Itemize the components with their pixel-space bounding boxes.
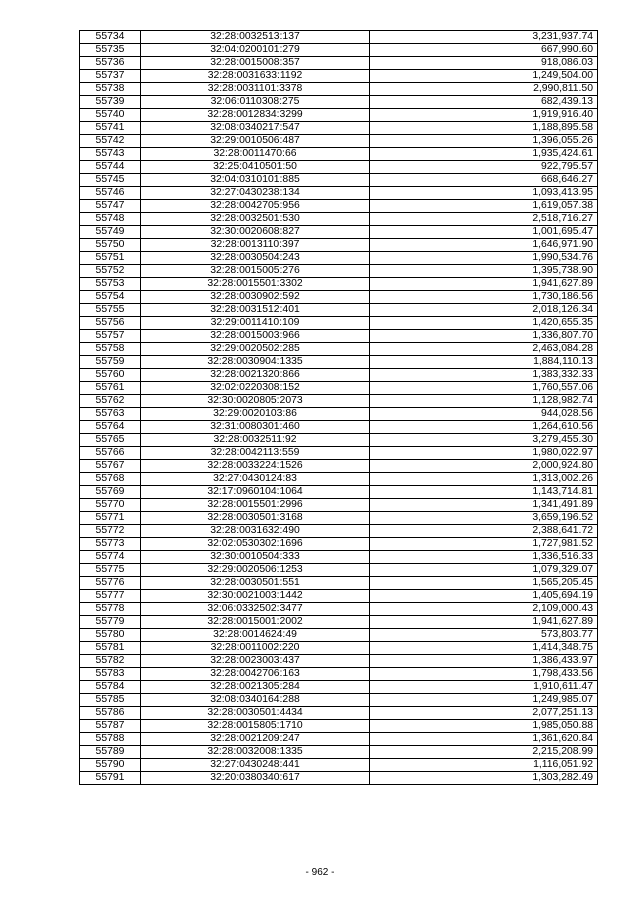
cadastral-number-cell: 32:28:0030504:243 [141, 252, 370, 265]
amount-cell: 1,985,050.88 [370, 720, 598, 733]
row-number-cell: 55770 [80, 499, 141, 512]
table-row [80, 395, 598, 408]
row-number-cell: 55757 [80, 330, 141, 343]
row-number-cell: 55745 [80, 174, 141, 187]
cadastral-number-cell: 32:28:0013110:397 [141, 239, 370, 252]
table-row [80, 447, 598, 460]
cadastral-number-cell: 32:29:0020502:285 [141, 343, 370, 356]
row-number-cell: 55734 [80, 31, 141, 44]
table-row [80, 70, 598, 83]
table-row [80, 681, 598, 694]
amount-cell: 573,803.77 [370, 629, 598, 642]
amount-cell: 3,231,937.74 [370, 31, 598, 44]
table-row [80, 109, 598, 122]
amount-cell: 1,386,433.97 [370, 655, 598, 668]
row-number-cell: 55776 [80, 577, 141, 590]
amount-cell: 1,884,110.13 [370, 356, 598, 369]
amount-cell: 1,941,627.89 [370, 616, 598, 629]
amount-cell: 1,941,627.89 [370, 278, 598, 291]
table-row [80, 551, 598, 564]
amount-cell: 1,396,055.26 [370, 135, 598, 148]
amount-cell: 2,388,641.72 [370, 525, 598, 538]
table-row [80, 161, 598, 174]
amount-cell: 1,128,982.74 [370, 395, 598, 408]
row-number-cell: 55786 [80, 707, 141, 720]
table-row [80, 460, 598, 473]
table-row [80, 304, 598, 317]
cadastral-number-cell: 32:28:0015805:1710 [141, 720, 370, 733]
row-number-cell: 55735 [80, 44, 141, 57]
row-number-cell: 55783 [80, 668, 141, 681]
row-number-cell: 55769 [80, 486, 141, 499]
amount-cell: 1,730,186.56 [370, 291, 598, 304]
cadastral-number-cell: 32:28:0015501:3302 [141, 278, 370, 291]
amount-cell: 1,619,057.38 [370, 200, 598, 213]
cadastral-number-cell: 32:17:0960104:1064 [141, 486, 370, 499]
amount-cell: 1,990,534.76 [370, 252, 598, 265]
table-row [80, 668, 598, 681]
amount-cell: 1,405,694.19 [370, 590, 598, 603]
cadastral-number-cell: 32:27:0430248:441 [141, 759, 370, 772]
cadastral-number-cell: 32:28:0032008:1335 [141, 746, 370, 759]
amount-cell: 3,659,196.52 [370, 512, 598, 525]
table-row [80, 343, 598, 356]
amount-cell: 1,383,332.33 [370, 369, 598, 382]
cadastral-number-cell: 32:08:0340217:547 [141, 122, 370, 135]
amount-cell: 2,077,251.13 [370, 707, 598, 720]
row-number-cell: 55754 [80, 291, 141, 304]
cadastral-number-cell: 32:30:0021003:1442 [141, 590, 370, 603]
cadastral-number-cell: 32:28:0012834:3299 [141, 109, 370, 122]
cadastral-number-cell: 32:28:0031633:1192 [141, 70, 370, 83]
row-number-cell: 55778 [80, 603, 141, 616]
row-number-cell: 55773 [80, 538, 141, 551]
table-row [80, 200, 598, 213]
table-row [80, 148, 598, 161]
cadastral-number-cell: 32:28:0023003:437 [141, 655, 370, 668]
cadastral-number-cell: 32:28:0030904:1335 [141, 356, 370, 369]
cadastral-number-cell: 32:28:0030501:4434 [141, 707, 370, 720]
row-number-cell: 55782 [80, 655, 141, 668]
row-number-cell: 55746 [80, 187, 141, 200]
row-number-cell: 55744 [80, 161, 141, 174]
cadastral-number-cell: 32:28:0042705:956 [141, 200, 370, 213]
table-row [80, 291, 598, 304]
row-number-cell: 55787 [80, 720, 141, 733]
table-row [80, 83, 598, 96]
table-row [80, 707, 598, 720]
row-number-cell: 55758 [80, 343, 141, 356]
amount-cell: 1,116,051.92 [370, 759, 598, 772]
amount-cell: 1,336,807.70 [370, 330, 598, 343]
table-row [80, 252, 598, 265]
row-number-cell: 55748 [80, 213, 141, 226]
table-row [80, 486, 598, 499]
row-number-cell: 55790 [80, 759, 141, 772]
row-number-cell: 55771 [80, 512, 141, 525]
cadastral-number-cell: 32:28:0042113:559 [141, 447, 370, 460]
row-number-cell: 55756 [80, 317, 141, 330]
cadastral-number-cell: 32:29:0010506:487 [141, 135, 370, 148]
row-number-cell: 55737 [80, 70, 141, 83]
table-row [80, 122, 598, 135]
amount-cell: 2,463,084.28 [370, 343, 598, 356]
row-number-cell: 55767 [80, 460, 141, 473]
row-number-cell: 55762 [80, 395, 141, 408]
amount-cell: 918,086.03 [370, 57, 598, 70]
row-number-cell: 55785 [80, 694, 141, 707]
table-body [80, 31, 598, 785]
cadastral-number-cell: 32:28:0033224:1526 [141, 460, 370, 473]
row-number-cell: 55777 [80, 590, 141, 603]
cadastral-number-cell: 32:28:0031632:490 [141, 525, 370, 538]
table-row [80, 720, 598, 733]
cadastral-number-cell: 32:06:0110308:275 [141, 96, 370, 109]
cadastral-number-cell: 32:27:0430124:83 [141, 473, 370, 486]
row-number-cell: 55774 [80, 551, 141, 564]
table-row [80, 421, 598, 434]
row-number-cell: 55780 [80, 629, 141, 642]
cadastral-number-cell: 32:28:0031512:401 [141, 304, 370, 317]
data-table [79, 30, 598, 785]
row-number-cell: 55741 [80, 122, 141, 135]
cadastral-number-cell: 32:28:0015501:2996 [141, 499, 370, 512]
table-row [80, 226, 598, 239]
table-row [80, 655, 598, 668]
table-row [80, 239, 598, 252]
amount-cell: 1,341,491.89 [370, 499, 598, 512]
amount-cell: 1,001,695.47 [370, 226, 598, 239]
row-number-cell: 55761 [80, 382, 141, 395]
cadastral-number-cell: 32:28:0030501:3168 [141, 512, 370, 525]
table-row [80, 538, 598, 551]
amount-cell: 1,414,348.75 [370, 642, 598, 655]
cadastral-number-cell: 32:29:0020103:86 [141, 408, 370, 421]
amount-cell: 922,795.57 [370, 161, 598, 174]
row-number-cell: 55739 [80, 96, 141, 109]
row-number-cell: 55789 [80, 746, 141, 759]
amount-cell: 1,395,738.90 [370, 265, 598, 278]
row-number-cell: 55763 [80, 408, 141, 421]
amount-cell: 1,646,971.90 [370, 239, 598, 252]
cadastral-number-cell: 32:04:0200101:279 [141, 44, 370, 57]
table-row [80, 408, 598, 421]
table-row [80, 356, 598, 369]
amount-cell: 2,990,811.50 [370, 83, 598, 96]
row-number-cell: 55779 [80, 616, 141, 629]
table-row [80, 603, 598, 616]
cadastral-number-cell: 32:28:0021320:866 [141, 369, 370, 382]
row-number-cell: 55753 [80, 278, 141, 291]
table-row [80, 44, 598, 57]
cadastral-number-cell: 32:30:0020805:2073 [141, 395, 370, 408]
table-row [80, 772, 598, 785]
row-number-cell: 55736 [80, 57, 141, 70]
amount-cell: 1,313,002.26 [370, 473, 598, 486]
amount-cell: 1,264,610.56 [370, 421, 598, 434]
cadastral-number-cell: 32:25:0410501:50 [141, 161, 370, 174]
cadastral-number-cell: 32:27:0430238:134 [141, 187, 370, 200]
cadastral-number-cell: 32:28:0014624:49 [141, 629, 370, 642]
amount-cell: 1,361,620.84 [370, 733, 598, 746]
row-number-cell: 55766 [80, 447, 141, 460]
amount-cell: 1,910,611.47 [370, 681, 598, 694]
cadastral-number-cell: 32:28:0015003:966 [141, 330, 370, 343]
table-row [80, 746, 598, 759]
cadastral-number-cell: 32:28:0032511:92 [141, 434, 370, 447]
table-row [80, 265, 598, 278]
amount-cell: 1,079,329.07 [370, 564, 598, 577]
row-number-cell: 55738 [80, 83, 141, 96]
cadastral-number-cell: 32:02:0220308:152 [141, 382, 370, 395]
cadastral-number-cell: 32:28:0042706:163 [141, 668, 370, 681]
table-row [80, 317, 598, 330]
cadastral-number-cell: 32:29:0020506:1253 [141, 564, 370, 577]
table-row [80, 278, 598, 291]
table-row [80, 512, 598, 525]
table-row [80, 135, 598, 148]
amount-cell: 2,109,000.43 [370, 603, 598, 616]
amount-cell: 667,990.60 [370, 44, 598, 57]
row-number-cell: 55742 [80, 135, 141, 148]
table-row [80, 564, 598, 577]
table-row [80, 96, 598, 109]
cadastral-number-cell: 32:04:0310101:885 [141, 174, 370, 187]
row-number-cell: 55772 [80, 525, 141, 538]
amount-cell: 1,249,985.07 [370, 694, 598, 707]
table-row [80, 577, 598, 590]
table-row [80, 330, 598, 343]
row-number-cell: 55768 [80, 473, 141, 486]
table-row [80, 733, 598, 746]
amount-cell: 1,303,282.49 [370, 772, 598, 785]
row-number-cell: 55750 [80, 239, 141, 252]
cadastral-number-cell: 32:28:0021209:247 [141, 733, 370, 746]
cadastral-number-cell: 32:28:0031101:3378 [141, 83, 370, 96]
amount-cell: 3,279,455.30 [370, 434, 598, 447]
amount-cell: 682,439.13 [370, 96, 598, 109]
amount-cell: 1,188,895.58 [370, 122, 598, 135]
table-row [80, 57, 598, 70]
table-row [80, 499, 598, 512]
amount-cell: 1,919,916.40 [370, 109, 598, 122]
amount-cell: 1,249,504.00 [370, 70, 598, 83]
row-number-cell: 55743 [80, 148, 141, 161]
table-row [80, 759, 598, 772]
row-number-cell: 55759 [80, 356, 141, 369]
cadastral-number-cell: 32:30:0010504:333 [141, 551, 370, 564]
table-row [80, 642, 598, 655]
amount-cell: 668,646.27 [370, 174, 598, 187]
table-row [80, 31, 598, 44]
row-number-cell: 55760 [80, 369, 141, 382]
row-number-cell: 55755 [80, 304, 141, 317]
cadastral-number-cell: 32:08:0340164:288 [141, 694, 370, 707]
amount-cell: 1,935,424.61 [370, 148, 598, 161]
amount-cell: 944,028.56 [370, 408, 598, 421]
cadastral-number-cell: 32:30:0020608:827 [141, 226, 370, 239]
amount-cell: 1,420,655.35 [370, 317, 598, 330]
row-number-cell: 55764 [80, 421, 141, 434]
row-number-cell: 55775 [80, 564, 141, 577]
amount-cell: 2,018,126.34 [370, 304, 598, 317]
row-number-cell: 55765 [80, 434, 141, 447]
table-row [80, 213, 598, 226]
row-number-cell: 55751 [80, 252, 141, 265]
amount-cell: 1,093,413.95 [370, 187, 598, 200]
cadastral-number-cell: 32:28:0015008:357 [141, 57, 370, 70]
row-number-cell: 55740 [80, 109, 141, 122]
cadastral-number-cell: 32:28:0015001:2002 [141, 616, 370, 629]
amount-cell: 1,760,557.06 [370, 382, 598, 395]
table-row [80, 369, 598, 382]
table-row [80, 616, 598, 629]
page-number: - 962 - [305, 867, 335, 878]
amount-cell: 1,336,516.33 [370, 551, 598, 564]
table-row [80, 174, 598, 187]
cadastral-number-cell: 32:02:0530302:1696 [141, 538, 370, 551]
amount-cell: 2,000,924.80 [370, 460, 598, 473]
table-row [80, 187, 598, 200]
table-row [80, 382, 598, 395]
row-number-cell: 55781 [80, 642, 141, 655]
cadastral-number-cell: 32:20:0380340:617 [141, 772, 370, 785]
cadastral-number-cell: 32:29:0011410:109 [141, 317, 370, 330]
table-row [80, 590, 598, 603]
cadastral-number-cell: 32:06:0332502:3477 [141, 603, 370, 616]
table-row [80, 473, 598, 486]
cadastral-number-cell: 32:28:0030902:592 [141, 291, 370, 304]
cadastral-number-cell: 32:28:0011470:66 [141, 148, 370, 161]
amount-cell: 2,518,716.27 [370, 213, 598, 226]
cadastral-number-cell: 32:28:0011002:220 [141, 642, 370, 655]
amount-cell: 1,727,981.52 [370, 538, 598, 551]
row-number-cell: 55784 [80, 681, 141, 694]
cadastral-number-cell: 32:28:0032513:137 [141, 31, 370, 44]
cadastral-number-cell: 32:28:0032501:530 [141, 213, 370, 226]
cadastral-number-cell: 32:28:0021305:284 [141, 681, 370, 694]
table-row [80, 629, 598, 642]
row-number-cell: 55752 [80, 265, 141, 278]
amount-cell: 2,215,208.99 [370, 746, 598, 759]
table-row [80, 694, 598, 707]
amount-cell: 1,143,714.81 [370, 486, 598, 499]
cadastral-number-cell: 32:31:0080301:460 [141, 421, 370, 434]
cadastral-number-cell: 32:28:0030501:551 [141, 577, 370, 590]
amount-cell: 1,798,433.56 [370, 668, 598, 681]
row-number-cell: 55747 [80, 200, 141, 213]
table-row [80, 525, 598, 538]
cadastral-number-cell: 32:28:0015005:276 [141, 265, 370, 278]
amount-cell: 1,980,022.97 [370, 447, 598, 460]
row-number-cell: 55791 [80, 772, 141, 785]
table-row [80, 434, 598, 447]
row-number-cell: 55749 [80, 226, 141, 239]
amount-cell: 1,565,205.45 [370, 577, 598, 590]
row-number-cell: 55788 [80, 733, 141, 746]
